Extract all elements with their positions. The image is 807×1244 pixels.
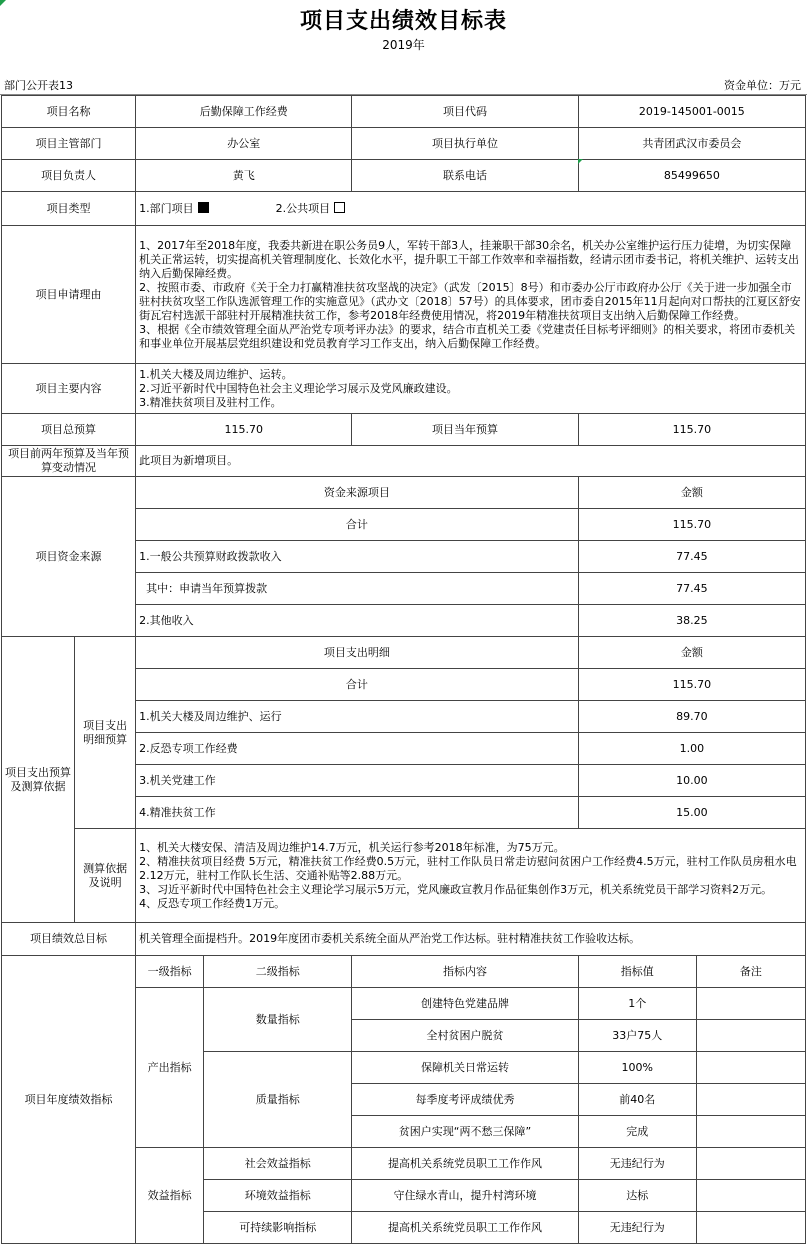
funding-row-item: 1.一般公共预算财政拨款收入 <box>136 541 579 573</box>
funding-row-amount[interactable]: 77.45 <box>578 573 805 605</box>
quality-label: 质量指标 <box>204 1052 352 1148</box>
col-level1: 一级指标 <box>136 956 204 988</box>
unchecked-box-icon[interactable] <box>334 202 345 213</box>
funding-col-amount: 金额 <box>578 477 805 509</box>
funding-label: 项目资金来源 <box>2 477 136 637</box>
expense-col-amount: 金额 <box>578 637 805 669</box>
total-budget-value[interactable]: 115.70 <box>136 414 352 446</box>
content-text[interactable] <box>136 364 806 414</box>
checked-box-icon[interactable] <box>198 202 209 213</box>
expense-row-item: 合计 <box>136 669 579 701</box>
indicator-note[interactable] <box>696 1212 805 1244</box>
performance-table <box>1 95 806 1244</box>
indicator-value[interactable]: 完成 <box>578 1116 696 1148</box>
indicator-level2: 社会效益指标 <box>204 1148 352 1180</box>
basis-line: 4、反恐专项工作经费1万元。 <box>139 896 286 910</box>
indicator-note[interactable] <box>696 1052 805 1084</box>
content-line: 3.精准扶贫项目及驻村工作。 <box>139 395 282 409</box>
expense-row-item: 2.反恐专项工作经费 <box>136 733 579 765</box>
phone-value[interactable]: 85499650 <box>578 160 805 192</box>
funding-row-amount[interactable]: 38.25 <box>578 605 805 637</box>
budget-change-value[interactable]: 此项目为新增项目。 <box>136 446 806 477</box>
indicator-note[interactable] <box>696 1148 805 1180</box>
reason-label: 项目申请理由 <box>2 226 136 364</box>
expense-label: 项目支出预算及测算依据 <box>2 637 75 923</box>
benefit-label: 效益指标 <box>136 1148 204 1244</box>
indicator-note[interactable] <box>696 1084 805 1116</box>
content-line: 2.习近平新时代中国特色社会主义理论学习展示及党风廉政建设。 <box>139 381 458 395</box>
basis-text[interactable] <box>136 829 806 923</box>
indicator-level2: 环境效益指标 <box>204 1180 352 1212</box>
funding-col-item: 资金来源项目 <box>136 477 579 509</box>
quantity-label: 数量指标 <box>204 988 352 1052</box>
expense-row-amount[interactable]: 89.70 <box>578 701 805 733</box>
funding-row-item: 合计 <box>136 509 579 541</box>
goal-value[interactable]: 机关管理全面提档升。2019年度团市委机关系统全面从严治党工作达标。驻村精准扶贫工作验收达标。 <box>136 923 806 956</box>
col-note: 备注 <box>696 956 805 988</box>
type-label: 项目类型 <box>2 192 136 226</box>
indicator-content[interactable]: 贫困户实现“两不愁三保障” <box>352 1116 578 1148</box>
owner-label: 项目负责人 <box>2 160 136 192</box>
content-label: 项目主要内容 <box>2 364 136 414</box>
indicator-content[interactable]: 提高机关系统党员职工工作作风 <box>352 1212 578 1244</box>
budget-change-label: 项目前两年预算及当年预算变动情况 <box>2 446 136 477</box>
currency-unit: 资金单位：万元 <box>724 79 801 92</box>
indicator-value[interactable]: 无违纪行为 <box>578 1212 696 1244</box>
funding-row-item: 其中：申请当年预算拨款 <box>136 573 579 605</box>
type-options <box>136 192 806 226</box>
indicator-note[interactable] <box>696 988 805 1020</box>
project-name-value[interactable]: 后勤保障工作经费 <box>136 96 352 128</box>
basis-line: 2、精准扶贫项目经费 5万元，精准扶贫工作经费0.5万元，驻村工作队员日常走访慰问贫困户工作经费4.5万元，驻村工作队员房租水电 2.12万元，驻村工作队长生活、交通补贴等2.88万元。 <box>139 854 797 882</box>
goal-label: 项目绩效总目标 <box>2 923 136 956</box>
content-line: 1.机关大楼及周边维护、运转。 <box>139 367 293 381</box>
project-code-label: 项目代码 <box>352 96 578 128</box>
reason-line: 1、2017年至2018年度，我委共新进在职公务员9人，军转干部3人，挂兼职干部30余名，机关办公室维护运行压力徒增，为切实保障机关正常运转，切实提高机关管理制度化、长效化水平，提升职工干部工作效率和幸福指数，经请示团市委书记，将机关维护、运转支出纳入后勤保障经费。 <box>139 238 800 280</box>
basis-line: 3、习近平新时代中国特色社会主义理论学习展示5万元，党风廉政宣教月作品征集创作3万元，机关系统党员干部学习资料2万元。 <box>139 882 773 896</box>
project-name-label: 项目名称 <box>2 96 136 128</box>
col-value: 指标值 <box>578 956 696 988</box>
type-option-dept: 1.部门项目 <box>139 201 194 215</box>
expense-row-item: 3.机关党建工作 <box>136 765 579 797</box>
type-option-public: 2.公共项目 <box>275 201 331 215</box>
exec-unit-label: 项目执行单位 <box>352 128 578 160</box>
reason-line: 2、按照市委、市政府《关于全力打赢精准扶贫攻坚战的决定》（武发〔2015〕8号）和市委办公厅市政府办公厅《关于进一步加强全市驻村扶贫攻坚工作队选派管理工作的实施意见》（武办文〔2018〕57号）的具体要求，团市委自2015年11月起向对口帮扶的江夏区舒安街瓦宕村选派干部驻村开展精准扶贫工作，参考2018年经费使用情况，将2019年精准扶贫项目支出纳入后勤保障工作经费。 <box>139 280 801 322</box>
indicator-content[interactable]: 提高机关系统党员职工工作作风 <box>352 1148 578 1180</box>
indicators-label: 项目年度绩效指标 <box>2 956 136 1244</box>
expense-row-amount[interactable]: 115.70 <box>578 669 805 701</box>
indicator-note[interactable] <box>696 1020 805 1052</box>
page-title: 项目支出绩效目标表 <box>299 9 507 34</box>
indicator-note[interactable] <box>696 1180 805 1212</box>
col-level2: 二级指标 <box>204 956 352 988</box>
indicator-content[interactable]: 守住绿水青山，提升村湾环境 <box>352 1180 578 1212</box>
indicator-value[interactable]: 无违纪行为 <box>578 1148 696 1180</box>
total-budget-label: 项目总预算 <box>2 414 136 446</box>
indicator-content[interactable]: 全村贫困户脱贫 <box>352 1020 578 1052</box>
project-code-value[interactable]: 2019-145001-0015 <box>578 96 805 128</box>
output-label: 产出指标 <box>136 988 204 1148</box>
indicator-content[interactable]: 保障机关日常运转 <box>352 1052 578 1084</box>
basis-line: 1、机关大楼安保、清洁及周边维护14.7万元，机关运行参考2018年标准，为75万元。 <box>139 840 565 854</box>
funding-row-amount[interactable]: 115.70 <box>578 509 805 541</box>
expense-row-item: 4.精准扶贫工作 <box>136 797 579 829</box>
col-content: 指标内容 <box>352 956 578 988</box>
funding-row-item: 2.其他收入 <box>136 605 579 637</box>
cell-comment-marker <box>578 159 583 164</box>
indicator-value[interactable]: 33户75人 <box>578 1020 696 1052</box>
phone-label: 联系电话 <box>352 160 578 192</box>
indicator-content[interactable]: 每季度考评成绩优秀 <box>352 1084 578 1116</box>
basis-label: 测算依据及说明 <box>75 829 136 923</box>
expense-row-amount[interactable]: 15.00 <box>578 797 805 829</box>
indicator-value[interactable]: 前40名 <box>578 1084 696 1116</box>
exec-unit-value[interactable]: 共青团武汉市委员会 <box>578 128 805 160</box>
expense-detail-label: 项目支出明细预算 <box>75 637 136 829</box>
form-number: 部门公开表13 <box>4 79 73 92</box>
expense-col-item: 项目支出明细 <box>136 637 579 669</box>
expense-row-amount[interactable]: 1.00 <box>578 733 805 765</box>
indicator-level2: 可持续影响指标 <box>204 1212 352 1244</box>
dept-label: 项目主管部门 <box>2 128 136 160</box>
indicator-value[interactable]: 1个 <box>578 988 696 1020</box>
dept-value[interactable]: 办公室 <box>136 128 352 160</box>
indicator-value[interactable]: 100% <box>578 1052 696 1084</box>
owner-value[interactable]: 黄飞 <box>136 160 352 192</box>
indicator-value[interactable]: 达标 <box>578 1180 696 1212</box>
reason-line: 3、根据《全市绩效管理全面从严治党专项考评办法》的要求，结合市直机关工委《党建责任目标考评细则》的相关要求，将团市委机关和事业单位开展基层党组织建设和党员教育学习工作支出，纳入后勤保障工作经费。 <box>139 322 796 350</box>
year-label: 2019年 <box>382 38 425 52</box>
expense-row-amount[interactable]: 10.00 <box>578 765 805 797</box>
indicator-note[interactable] <box>696 1116 805 1148</box>
expense-row-item: 1.机关大楼及周边维护、运行 <box>136 701 579 733</box>
reason-text[interactable] <box>136 226 806 364</box>
year-budget-label: 项目当年预算 <box>352 414 578 446</box>
indicator-content[interactable]: 创建特色党建品牌 <box>352 988 578 1020</box>
funding-row-amount[interactable]: 77.45 <box>578 541 805 573</box>
year-budget-value[interactable]: 115.70 <box>578 414 805 446</box>
